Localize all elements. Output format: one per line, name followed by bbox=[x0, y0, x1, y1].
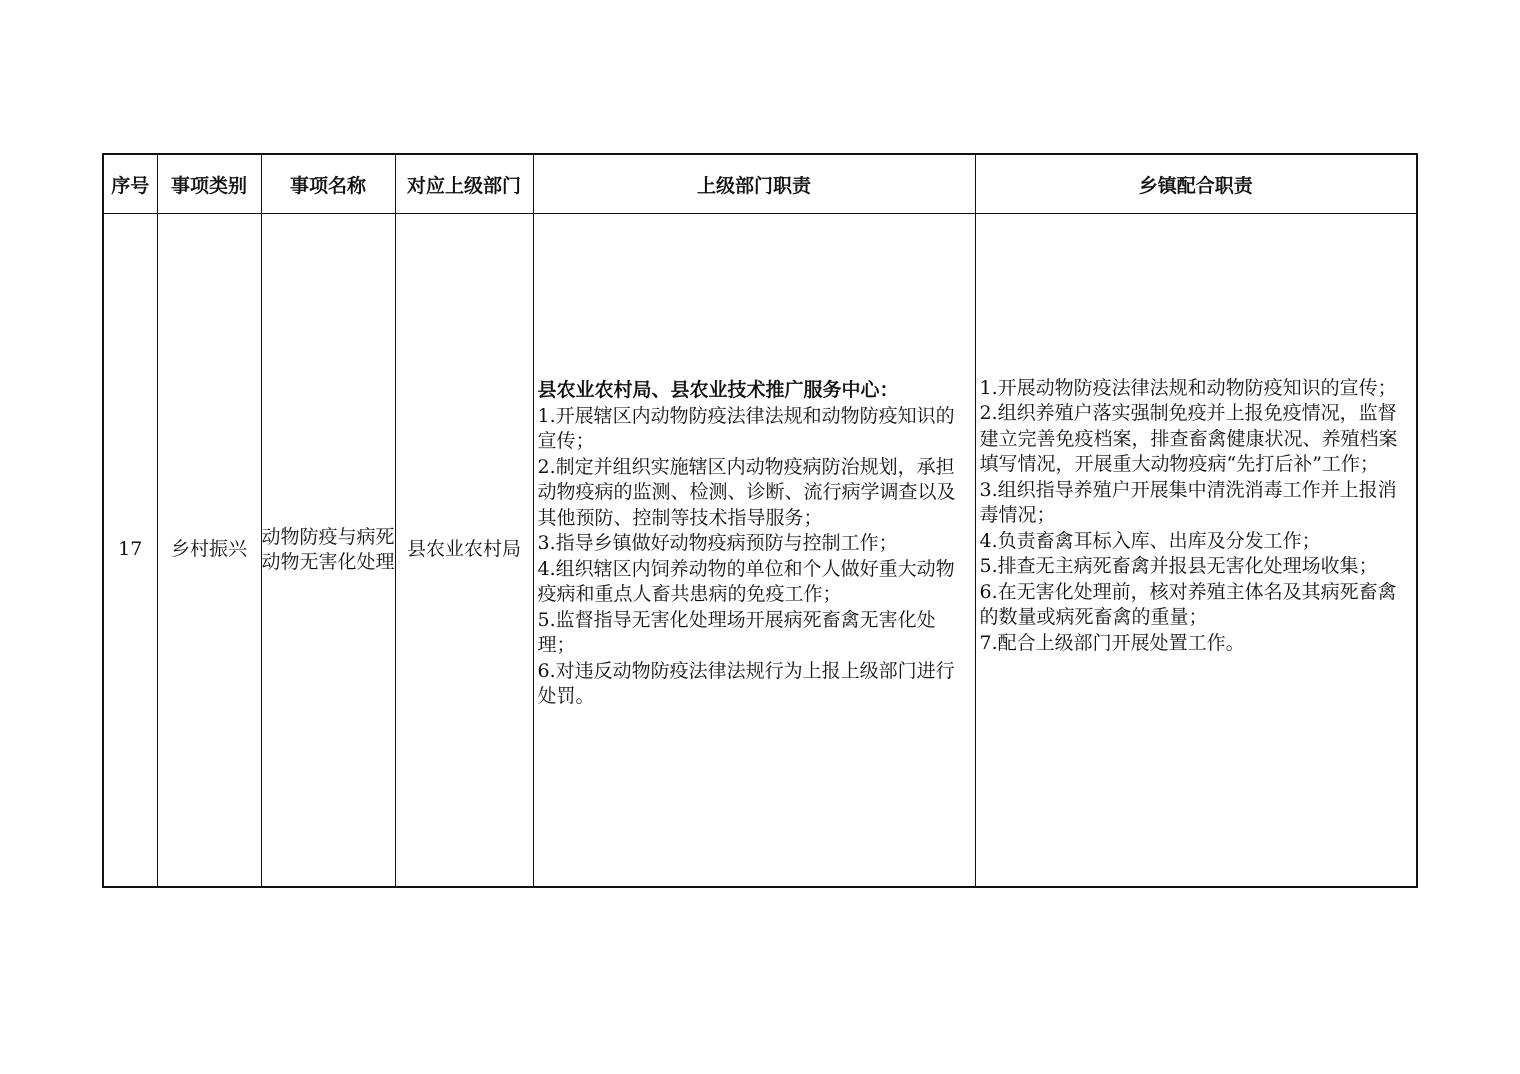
town-duty-item: 4.负责畜禽耳标入库、出库及分发工作； bbox=[979, 529, 1321, 552]
header-upper-duty: 上级部门职责 bbox=[533, 154, 975, 214]
table-header-row bbox=[103, 154, 1417, 214]
duty-table bbox=[102, 153, 1418, 888]
town-duty-list bbox=[980, 376, 1413, 657]
town-duty-item: 5.排查无主病死畜禽并报县无害化处理场收集； bbox=[979, 555, 1378, 578]
header-town-duty: 乡镇配合职责 bbox=[975, 154, 1417, 214]
header-name: 事项名称 bbox=[261, 154, 395, 214]
upper-duty-heading: 县农业农村局、县农业技术推广服务中心： bbox=[537, 379, 899, 402]
upper-duty-item: 3.指导乡镇做好动物疫病预防与控制工作； bbox=[537, 532, 898, 555]
upper-duty-list bbox=[538, 404, 971, 710]
town-duty-item: 2.组织养殖户落实强制免疫并上报免疫情况，监督建立完善免疫档案，排查畜禽健康状况、养殖档案填写情况，开展重大动物疫病“先打后补”工作； bbox=[979, 402, 1398, 476]
upper-duty-item: 6.对违反动物防疫法律法规行为上报上级部门进行处罚。 bbox=[537, 659, 955, 708]
header-category: 事项类别 bbox=[157, 154, 261, 214]
town-duty-item: 1.开展动物防疫法律法规和动物防疫知识的宣传； bbox=[979, 376, 1397, 399]
cell-upper-duty bbox=[533, 214, 975, 888]
town-duty-item: 6.在无害化处理前，核对养殖主体名及其病死畜禽的数量或病死畜禽的重量； bbox=[979, 580, 1397, 629]
cell-town-duty bbox=[975, 214, 1417, 888]
cell-name: 动物防疫与病死动物无害化处理 bbox=[261, 214, 395, 888]
town-duty-item: 3.组织指导养殖户开展集中清洗消毒工作并上报消毒情况； bbox=[979, 478, 1397, 527]
table-row bbox=[103, 214, 1417, 888]
cell-seq: 17 bbox=[103, 214, 157, 888]
cell-dept: 县农业农村局 bbox=[395, 214, 533, 888]
cell-category: 乡村振兴 bbox=[157, 214, 261, 888]
upper-duty-item: 4.组织辖区内饲养动物的单位和个人做好重大动物疫病和重点人畜共患病的免疫工作； bbox=[537, 557, 955, 606]
header-dept: 对应上级部门 bbox=[395, 154, 533, 214]
header-seq: 序号 bbox=[103, 154, 157, 214]
upper-duty-item: 5.监督指导无害化处理场开展病死畜禽无害化处理； bbox=[537, 608, 936, 657]
town-duty-item: 7.配合上级部门开展处置工作。 bbox=[979, 631, 1245, 654]
upper-duty-item: 2.制定并组织实施辖区内动物疫病防治规划，承担动物疫病的监测、检测、诊断、流行病学调查以及其他预防、控制等技术指导服务； bbox=[537, 455, 956, 529]
upper-duty-item: 1.开展辖区内动物防疫法律法规和动物防疫知识的宣传； bbox=[537, 404, 955, 453]
